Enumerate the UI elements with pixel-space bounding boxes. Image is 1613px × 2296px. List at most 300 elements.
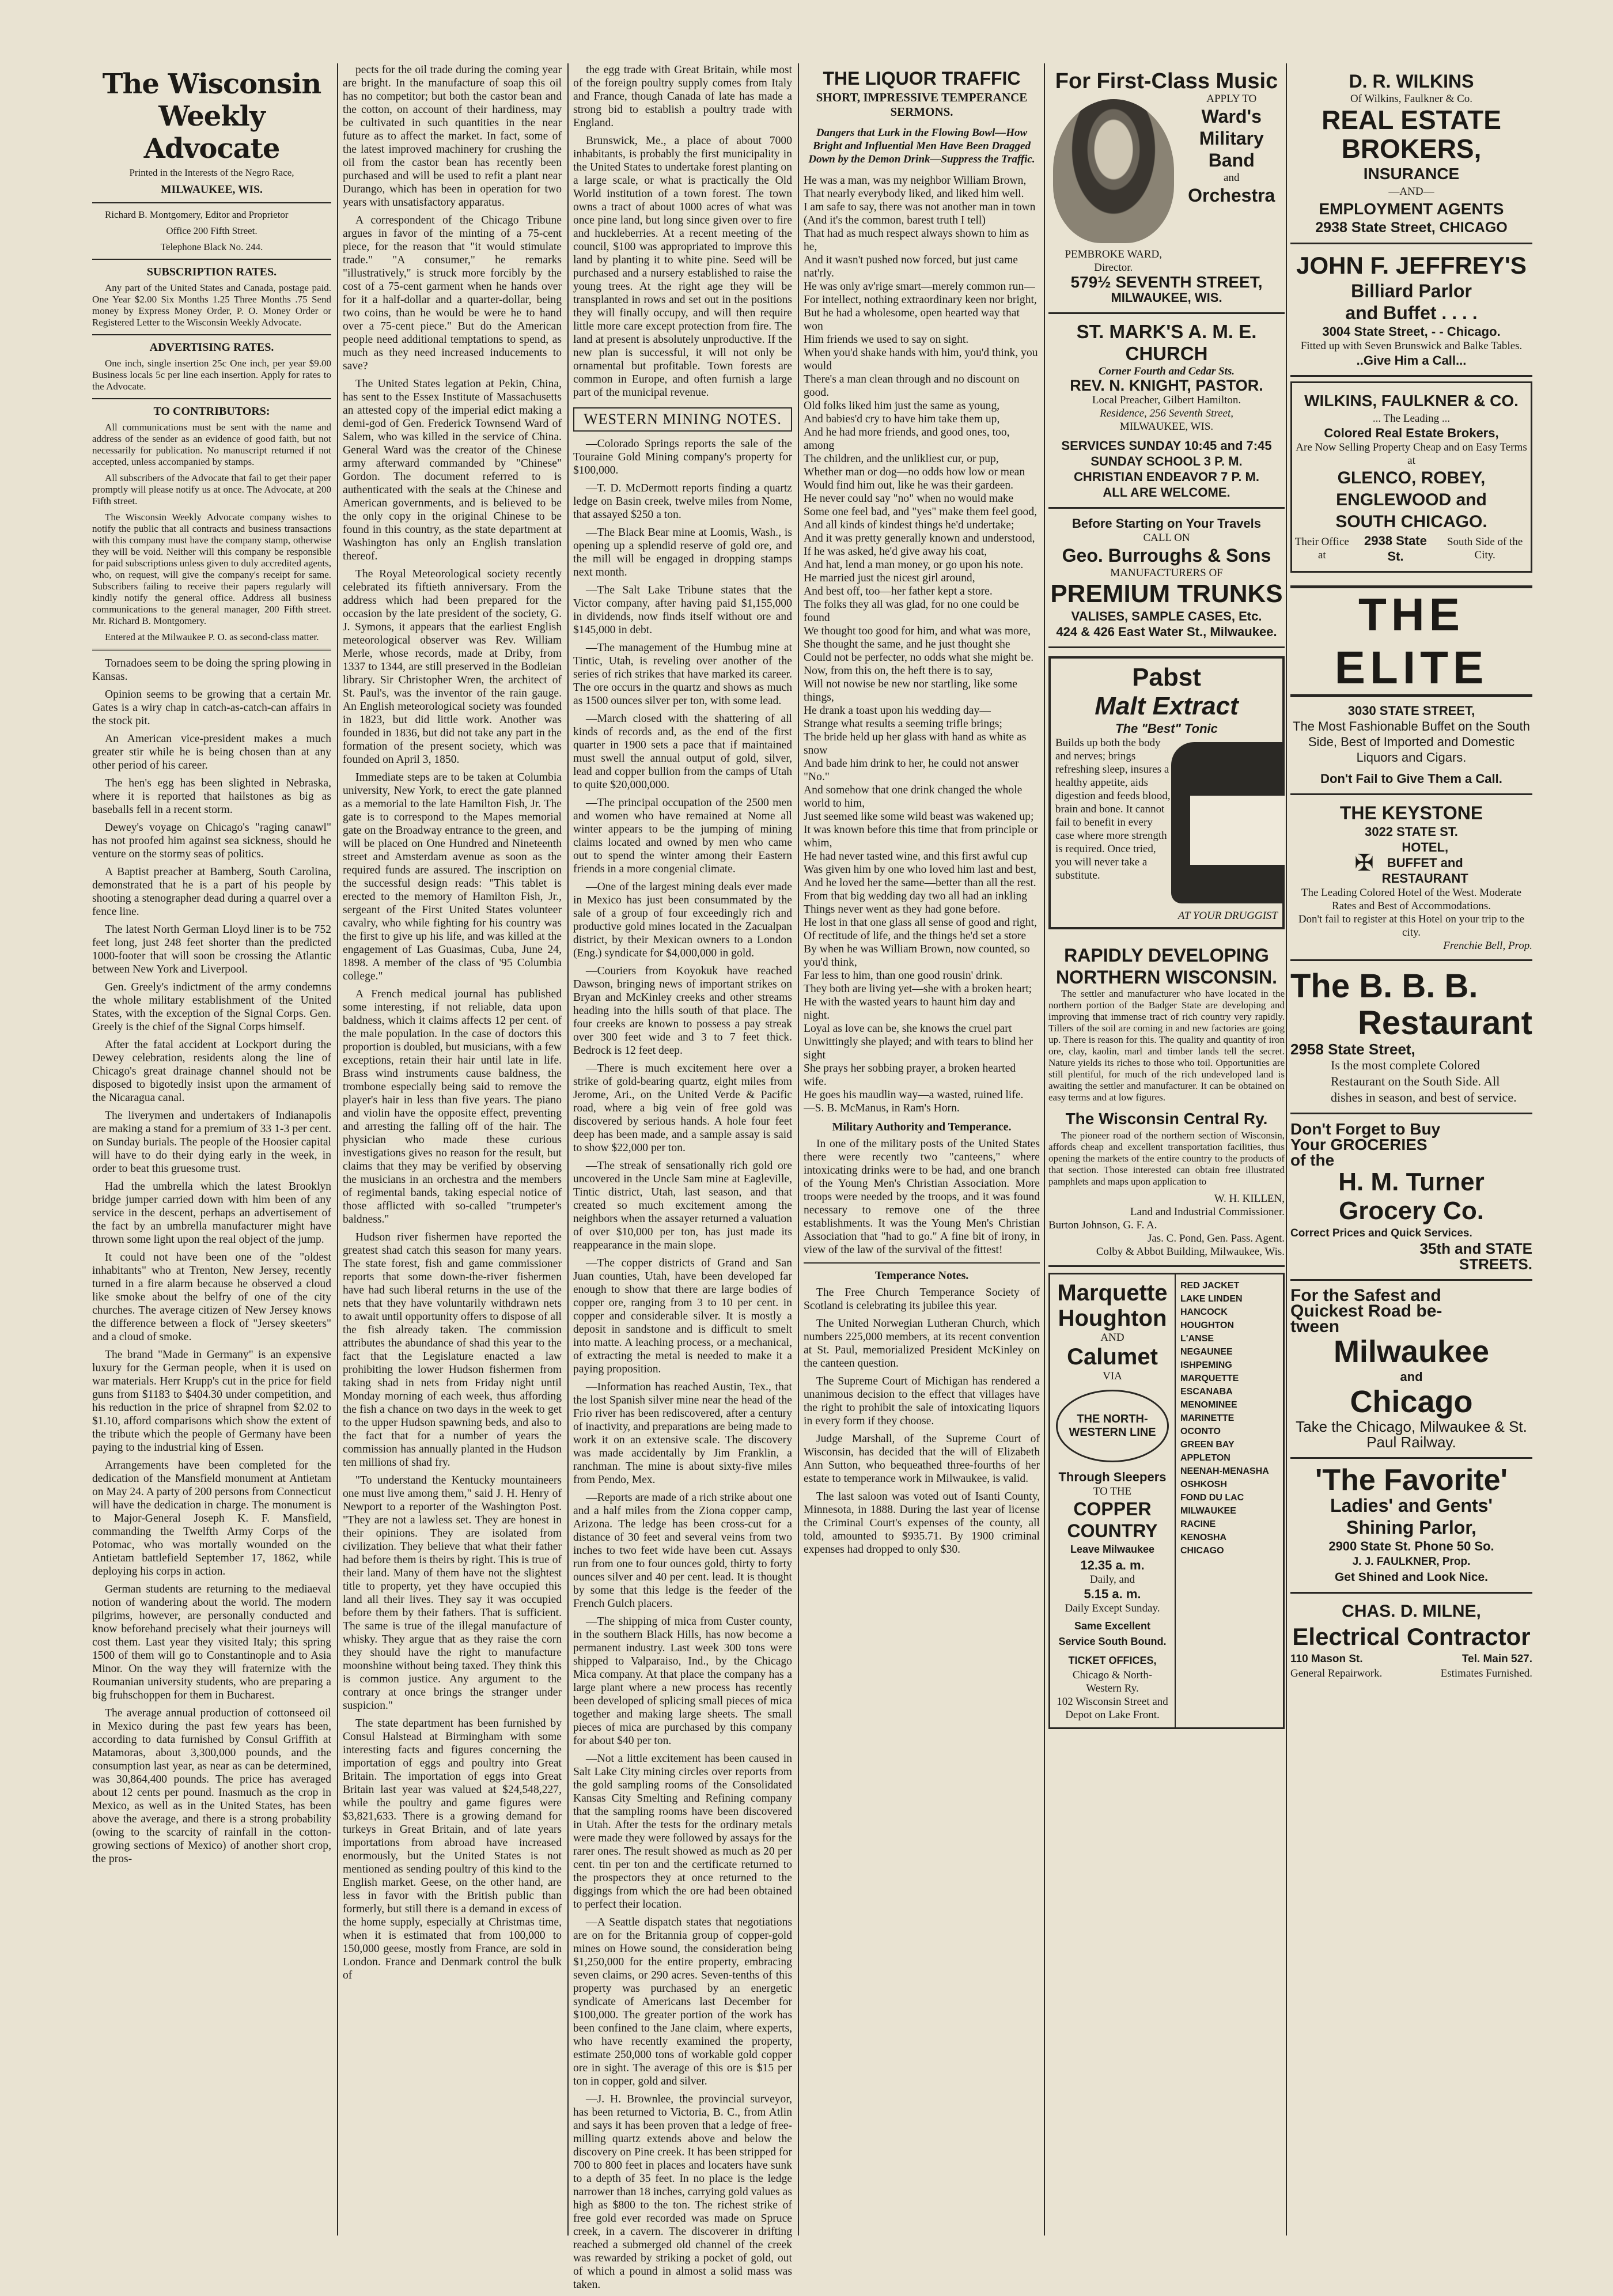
keystone-register: Don't fail to register at this Hotel on your trip to the city. — [1298, 913, 1525, 939]
town-name: FOND DU LAC — [1180, 1493, 1244, 1503]
wilkins-insurance: INSURANCE — [1363, 165, 1460, 183]
milne-estimates: Estimates Furnished. — [1440, 1667, 1532, 1680]
town-name: GREEN BAY — [1180, 1440, 1235, 1450]
mining-note: —The Black Bear mine at Loomis, Wash., is opening up a splendid reserve of gold ore, and the mill will be engaged in dropping stamps next month. — [573, 527, 792, 578]
milne-title: Electrical Contractor — [1292, 1623, 1531, 1650]
ward-name3: Band — [1208, 150, 1255, 171]
favorite-shined: Get Shined and Look Nice. — [1334, 1571, 1489, 1584]
news-item: The Royal Meteorological society recently celebrated its fiftieth anniversary. From the address which had been prepared for the occasion by the late president of the society, G. J. Symons, it appears that the earliest English meteorological observer was Rev. William Merle, whose records, made at Driby, from 1337 to 1344, are still preserved in the Bodleian library. Sir Christopher Wren, the architect of St. Paul's, was the inventor of the rain gauge. An English meteorological society was founded in 1823, but did little work. Another was founded in 1836, but did not take any part in the formation of the present society, which was founded on April 3, 1850. — [343, 568, 562, 766]
bbb-restaurant: Restaurant — [1358, 1004, 1532, 1042]
military-title: Military Authority and Temperance. — [832, 1121, 1012, 1133]
liquor-deck: Dangers that Lurk in the Flowing Bowl—How Bright and Influential Men Have Been Dragged Down by the Demon Drink—Suppress the Traffic. — [808, 127, 1035, 165]
poem-line: He goes his maudlin way—a wasted, ruined life. — [804, 1089, 1024, 1101]
town-name: APPLETON — [1180, 1453, 1230, 1463]
turner-line2: Your GROCERIES — [1290, 1136, 1428, 1153]
keystone-line1: HOTEL, — [1402, 840, 1449, 854]
mining-note: —The management of the Humbug mine at Tintic, Utah, is reveling over another of the series of rich strikes that have marked its career. The ore occurs in the quartz and shows as much as 1500 ounces silver per ton, with some lead. — [573, 642, 792, 707]
wisconsin-contact1: W. H. KILLEN, — [1214, 1193, 1285, 1205]
masthead-place: MILWAUKEE, WIS. — [161, 184, 263, 196]
mining-note: —The copper districts of Grand and San Juan counties, Utah, have been developed far enough to show that there are large bodies of copper ore, ranging from 3 to 10 per cent. in copper and considerable silver. It is mostly a deposit in sandstone and is difficult to smelt into matte. A leaching process, or a mechanical, of extracting the metal is needed to make it a paying proposition. — [573, 1257, 792, 1375]
nw-time1: 12.35 a. m. — [1080, 1558, 1145, 1572]
temperance-notes — [804, 1286, 1040, 1556]
wilkins-employment: EMPLOYMENT AGENTS — [1319, 200, 1504, 218]
wf-leading: ... The Leading ... — [1372, 413, 1451, 425]
wisconsin-contact3: Burton Johnson, G. F. A. — [1048, 1219, 1157, 1231]
trunks-items: VALISES, SAMPLE CASES, Etc. — [1071, 609, 1262, 623]
poem-line: Far less to him, than one good rousin' drink. — [804, 970, 1003, 982]
column-rule — [798, 63, 799, 2236]
temperance-notes-title: Temperance Notes. — [874, 1269, 969, 1282]
nw-same: Same Excellent Service South Bound. — [1058, 1620, 1167, 1647]
temperance-note: The Supreme Court of Michigan has rendered a unanimous decision to the effect that villages have the right to prohibit the sale of intoxicating liquors in every form if they choose. — [804, 1375, 1040, 1427]
elite-ad — [1290, 573, 1532, 795]
ward-city: MILWAUKEE, WIS. — [1111, 290, 1222, 305]
turner-correct: Correct Prices and Quick Services. — [1290, 1227, 1472, 1239]
town-list — [1176, 1274, 1283, 1727]
liquor-subtitle: SHORT, IMPRESSIVE TEMPERANCE SERMONS. — [816, 90, 1028, 119]
column-5 — [1048, 63, 1285, 1735]
poem-line: Would find him out, like he was their gardeen. — [804, 479, 1014, 491]
news-item: Tornadoes seem to be doing the spring plowing in Kansas. — [92, 657, 331, 683]
turner-line1: Don't Forget to Buy — [1290, 1120, 1441, 1138]
jeffrey-ad — [1290, 244, 1532, 377]
masthead-editor: Richard B. Montgomery, Editor and Proprietor — [105, 209, 289, 220]
poem-line: Could not be perfecter, no odds what she might be. — [804, 652, 1034, 664]
mining-notes — [573, 437, 792, 2291]
nw-leave: Leave Milwaukee — [1070, 1544, 1155, 1555]
poem-line: (And it's the common, barest truth I tell) — [804, 214, 986, 226]
news-item: The latest North German Lloyd liner is to be 752 feet long, just 248 feet shorter than the predicted 1000-footer that will soon be crossing the Atlantic between New York and Liverpool. — [92, 924, 331, 975]
st-marks-welcome: ALL ARE WELCOME. — [1103, 485, 1230, 500]
keystone-name: THE KEYSTONE — [1339, 803, 1483, 823]
trunks-mfr: MANUFACTURERS OF — [1110, 567, 1223, 579]
poem — [804, 174, 1040, 1115]
favorite-address: 2900 State St. Phone 50 So. — [1328, 1539, 1494, 1553]
poem-line: Strange what results a seeming trifle brings; — [804, 718, 1002, 730]
mining-note: —A Seattle dispatch states that negotiations are on for the Britannia group of copper-gold mines on Howe sound, the consideration being $1,250,000 for the entire property, embracing seven claims, or 290 acres. Seven-tenths of this property was purchased by an energetic syndicate of Americans last December for $100,000. The greater portion of the work has been confined to the Jane claim, where experts, who have recently examined the property, estimate 250,000 tons of workable gold copper ore in sight. The average of this ore is $15 per ton in copper, gold and silver. — [573, 1916, 792, 2087]
mining-note: —The shipping of mica from Custer county, in the southern Black Hills, has now become a permanent industry. Last week 300 tons were shipped to Valparaiso, Ind., by the Chicago Mica company. At that place the company has a large plant where a new process has recently been developed of splicing small pieces of mica together and making large sheets. The small pieces of mica are purchased by this company for about $40 per ton. — [573, 1616, 792, 1747]
keystone-line3: RESTAURANT — [1381, 871, 1468, 886]
wf-places2: ENGLEWOOD and — [1336, 490, 1487, 509]
news-item: Gen. Greely's indictment of the army condemns the whole military establishment of the United States, with the exception of the Signal Corps. Gen. Greely is the chief of the Signal Corps himself. — [92, 981, 331, 1033]
st-marks-pastor: REV. N. KNIGHT, PASTOR. — [1070, 377, 1263, 394]
advertising-text: One inch, single insertion 25c One inch, per year $9.00 Business locals 5c per line each insertion. Apply for rates to the Advocate. — [92, 358, 331, 392]
temperance-note: The Free Church Temperance Society of Scotland is celebrating its jubilee this year. — [804, 1287, 1040, 1312]
mining-note: —One of the largest mining deals ever made in Mexico has just been consummated by the sale of a group of four exceedingly rich and productive gold mines located in the Zacualpan district, by their Mexican owners to a London (Eng.) syndicate for $4,000,000 in gold. — [573, 881, 792, 959]
news-item: Brunswick, Me., a place of about 7000 inhabitants, is probably the first municipality in the United States to undertake forest planting on a large scale, or what is practically the Old World institution of a town forest. The town owns a tract of about 1000 acres of what was once pine land, but long since given over to fire and huckleberries. At a recent meeting of the council, $100 was appropriated to improve this land by planting it to white pine. Seed will be purchased and a nursery established to raise the young trees. At the right age they will be transplanted in rows and set out in the positions they will finally occupy, and will then require little more care except protection from fire. The land at present is absolutely unproductive. If the new plan is successful, it will not only be ornamental but profitable. Town forests are common in Europe, and often furnish a large part of the municipal revenue. — [573, 135, 792, 399]
ward-title: For First-Class Music — [1055, 69, 1278, 93]
st-marks-local: Local Preacher, Gilbert Hamilton. — [1092, 394, 1241, 406]
poem-line: And he had more friends, and good ones, too, among — [804, 426, 1010, 452]
pabst-body: Builds up both the body and nerves; brings refreshing sleep, insures a healthy appetite, aids digestion and feeds blood, brain and bone. It cannot fail to benefit in every case where more strength is required. Once tried, you will never take a substitute. — [1055, 737, 1171, 882]
column-6 — [1290, 63, 1532, 1687]
pabst-bottle-image — [1171, 742, 1285, 903]
town-name: HANCOCK — [1180, 1307, 1228, 1317]
editorial-items — [92, 657, 331, 1866]
poem-line: Was given him by one who loved him last and best, — [804, 864, 1036, 876]
mining-note: —Colorado Springs reports the sale of the Touraine Gold Mining company's property for $100,000. — [573, 438, 792, 476]
ward-caption: PEMBROKE WARD, Director. — [1065, 248, 1163, 274]
poem-line: And bade him drink to her, he could not answer "No." — [804, 758, 1019, 783]
pabst-product: Malt Extract — [1095, 692, 1239, 720]
turner-address2: STREETS. — [1459, 1255, 1532, 1273]
town-name: MARQUETTE — [1180, 1374, 1239, 1383]
poem-line: And somehow that one drink changed the whole world to him, — [804, 784, 1023, 810]
ward-band-ad — [1048, 63, 1285, 314]
poem-line: I am safe to say, there was not another man in town — [804, 201, 1036, 213]
nw-line3: AND — [1100, 1332, 1124, 1344]
poem-line: It was known before this time that from principle or whim, — [804, 824, 1038, 849]
news-item: "To understand the Kentucky mountaineers one must live among them," said J. H. Henry of Newport to a reporter of the Washington Post. "They are not a lawless set. They are honest in their opinions. They are isolated from civilization. They believe that what their father had before them is theirs by right. This is true of their land. Many of them have not the slightest title to property, yet they have occupied this land all their lives. They say it was occupied before them by their fathers. That is sufficient. The same is true of the illegal manufacture of whisky. They argue that as they raise the corn they should have the right to manufacture moonshine without being taxed. They think this is common justice. Any argument to the contrary at once brings the stranger under suspicion." — [343, 1474, 562, 1712]
trunks-line2: CALL ON — [1143, 532, 1190, 544]
town-name: NEGAUNEE — [1180, 1347, 1233, 1357]
keystone-icon: ✠ — [1354, 850, 1374, 876]
poem-line: She thought the same, and he just thought she — [804, 638, 1010, 650]
st-marks-residence: Residence, 256 Seventh Street, — [1100, 407, 1233, 419]
column-3 — [573, 63, 792, 2296]
st-marks-title: ST. MARK'S A. M. E. CHURCH — [1076, 321, 1257, 364]
milne-name: CHAS. D. MILNE, — [1342, 1602, 1481, 1621]
temperance-note: The last saloon was voted out of Isanti County, Minnesota, in 1888. During the last year of license the Criminal Court's expenses of the county, all told, amounted to $935.71. By 1900 criminal expenses had dropped to only $30. — [804, 1491, 1040, 1556]
poem-line: And all kinds of kindest things he'd undertake; — [804, 519, 1014, 531]
portrait-image — [1053, 99, 1174, 243]
jeffrey-call: ..Give Him a Call... — [1356, 353, 1467, 368]
ward-name4: Orchestra — [1188, 185, 1275, 206]
bbb-body: Is the most complete Colored Restaurant on the South Side. All dishes in season, and best of service. — [1331, 1058, 1517, 1104]
town-name: KENOSHA — [1180, 1533, 1227, 1542]
jeffrey-fitted: Fitted up with Seven Brunswick and Balke Tables. — [1300, 340, 1523, 352]
news-item: The average annual production of cottonseed oil in Mexico during the past few years has been, according to data furnished by Consul Griffith at Matamoras, about 3,300,000 pounds, and the consumption last year, as near as can be determined, was 30,864,400 pounds. The price has averaged about 12 cents per pound. Inasmuch as the crop in Mexico, as well as in the United States, has been above the average, and there is a strong probability (owing to the scarcity of rainfall in the cotton-growing sections of Mexico) of another short crop, the pros- — [92, 1707, 331, 1865]
town-name: ESCANABA — [1180, 1387, 1233, 1397]
milne-repair: General Repairwork. — [1290, 1667, 1383, 1680]
railway-city1: Milwaukee — [1333, 1334, 1490, 1369]
temperance-note: Judge Marshall, of the Supreme Court of Wisconsin, has decided that the will of Elizabeth Ann Sutton, who bequeathed three-fourths of her estate to temperance work in Milwaukee, is valid. — [804, 1433, 1040, 1485]
news-item: Opinion seems to be growing that a certain Mr. Gates is a wiry chap in catch-as-catch-can affairs in the stock pit. — [92, 689, 331, 727]
mining-note: —Information has reached Austin, Tex., that the lost Spanish silver mine near the head of the Frio river has been rediscovered, after a century of inactivity, and preparations are being made to work it on an extensive scale. The discovery was made accidentally by Jim Franklin, a ranchman. The mine is about sixty-five miles from Pendo, Mex. — [573, 1381, 792, 1486]
railway-take: Take the Chicago, Milwaukee & St. Paul Railway. — [1296, 1418, 1527, 1451]
column-1 — [92, 63, 331, 1870]
poem-line: —S. B. McManus, in Ram's Horn. — [804, 1102, 960, 1114]
st-marks-corner: Corner Fourth and Cedar Sts. — [1099, 365, 1235, 377]
mining-notes-title: WESTERN MINING NOTES. — [573, 407, 792, 432]
milne-ad — [1290, 1594, 1532, 1687]
keystone-prop: Frenchie Bell, Prop. — [1443, 940, 1532, 952]
turner-ad — [1290, 1114, 1532, 1281]
ward-name2: Military — [1199, 128, 1264, 149]
subscription-text: Any part of the United States and Canada, postage paid. One Year $2.00 Six Months 1.25 Three Months .75 Send money by Express Money Order, P. O. Money Order or Registered Letter to the Wisconsin Weekly Advocate. — [92, 282, 331, 328]
ward-and: and — [1224, 172, 1240, 184]
poem-line: He never could say "no" when no would make — [804, 493, 1014, 505]
poem-line: Some one feel bad, and "yes" make them feel good, — [804, 506, 1038, 518]
contributors-text: All communications must be sent with the name and address of the sender as an evidence of good faith, but not necessarily for publication. No manuscript returned if not accepted, unless accompanied by stamps. — [92, 422, 331, 467]
turner-address1: 35th and STATE — [1419, 1240, 1532, 1257]
news-item: After the fatal accident at Lockport during the Dewey celebration, residents along the line of Chicago's great drainage channel should not be disposed to bigotedly insist upon the armament of the Nicaragua canal. — [92, 1039, 331, 1104]
elite-fail: Don't Fail to Give Them a Call. — [1320, 771, 1502, 786]
news-item: A French medical journal has published some interesting, if not reliable, data upon baldness, which it claims affects 12 per cent. of the male population. In the case of doctors this proportion is doubled, but musicians, with a few exceptions, retain their hair until late in life. Brass wind instruments cause baldness, the trombone especially being said to remove the player's hair in less than five years. The piano and violin have the opposite effect, preventing and arresting the falling off of the hair. The physician who made these curious investigations gives no reason for the result, but claims that they may be verified by observing the musicians in an orchestra and the members of regimental bands, taking especial notice of those afflicted with so-called "trumpeter's baldness." — [343, 988, 562, 1225]
editorial-items — [573, 63, 792, 399]
poem-line: They both are living yet—she with a broken heart; — [804, 983, 1032, 995]
town-name: RED JACKET — [1180, 1281, 1240, 1291]
wisconsin-rail-title: The Wisconsin Central Ry. — [1065, 1110, 1268, 1128]
ward-apply: APPLY TO — [1206, 93, 1257, 105]
elite-address: 3030 STATE STREET, — [1347, 703, 1475, 718]
elite-body: The Most Fashionable Buffet on the South Side, Best of Imported and Domestic Liquors and Cigars. — [1293, 719, 1530, 765]
poem-line: If he was asked, he'd give away his coat, — [804, 546, 987, 558]
poem-line: And he loved her the same—better than all the rest. — [804, 877, 1036, 889]
wisconsin-contact5: Colby & Abbot Building, Milwaukee, Wis. — [1096, 1246, 1285, 1258]
masthead-phone: Telephone Black No. 244. — [160, 241, 263, 252]
wisconsin-contact2: Land and Industrial Commissioner. — [1130, 1206, 1285, 1218]
poem-line: Things never went as they had gone before. — [804, 903, 1001, 916]
poem-line: Now, from this on, the heft there is to say, — [804, 665, 993, 677]
bbb-ad — [1290, 961, 1532, 1114]
st-marks-services: SERVICES SUNDAY 10:45 and 7:45 — [1061, 438, 1272, 453]
poem-line: He with the wasted years to haunt him day and night. — [804, 996, 1016, 1022]
nw-via: VIA — [1103, 1370, 1122, 1382]
poem-line: When you'd shake hands with him, you'd think, you would — [804, 347, 1038, 372]
wilkins-name: D. R. WILKINS — [1349, 71, 1474, 92]
news-item: the egg trade with Great Britain, while most of the foreign poultry supply comes from Italy and France, though Canada of late has made a strong bid to establish a poultry trade with England. — [573, 64, 792, 129]
poem-line: For intellect, nothing extraordinary keen nor bright, — [804, 294, 1037, 306]
mining-note: —Couriers from Koyokuk have reached Dawson, bringing news of important strikes on Bryan and McKinley creeks and other streams heading into the hills south of that place. The four creeks are known to possess a pay streak over 300 feet wide and 3 to 7 feet thick. Bedrock is 12 feet deep. — [573, 965, 792, 1057]
wf-office-address: 2938 State St. — [1364, 534, 1427, 563]
wilkins-title: REAL ESTATE BROKERS, — [1322, 105, 1501, 164]
news-item: Had the umbrella which the latest Brooklyn bridge jumper carried down with him been of any service in the descent, perhaps an advertisement of the fact by an umbrella manufacturer might have thrown some light upon the real object of the jump. — [92, 1181, 331, 1246]
wf-south: South Side of the City. — [1447, 536, 1523, 561]
poem-line: Whether man or dog—no odds how low or mean — [804, 466, 1025, 478]
railway-line1: For the Safest and — [1290, 1286, 1441, 1305]
wf-office: Their Office at — [1294, 536, 1349, 561]
news-item: The United States legation at Pekin, China, has sent to the Essex Institute of Massachusetts an attested copy of the imperial edict making a demi-god of Gen. Frederick Townsend Ward of Salem, who was killed in the service of China. General Ward was the creator of the Chinese army afterward commanded by "Chinese" Gordon. The document referred to is authenticated with the seals at the Chinese and American governments, and is believed to be the only copy in the original Chinese to be found in this country, as the state department at Washington has only an English translation thereof. — [343, 378, 562, 562]
mining-note: —The principal occupation of the 2500 men and women who have remained at Nome all winter appears to be the jumping of mining claims located and owned by men who came out to spend the winter among their Eastern friends in a more congenial climate. — [573, 797, 792, 875]
wisconsin-contact4: Jas. C. Pond, Gen. Pass. Agent. — [1147, 1232, 1285, 1245]
wilkins-of: Of Wilkins, Faulkner & Co. — [1350, 93, 1473, 105]
town-name: OCONTO — [1180, 1427, 1221, 1436]
entered-notice: Entered at the Milwaukee P. O. as second-class matter. — [105, 631, 319, 642]
poem-line: That had as much respect always shown to him as he, — [804, 228, 1029, 253]
poem-line: Him friends we used to say on sight. — [804, 334, 969, 346]
town-name: L'ANSE — [1180, 1334, 1214, 1344]
town-name: LAKE LINDEN — [1180, 1294, 1243, 1304]
wilkins-address: 2938 State Street, CHICAGO — [1315, 220, 1508, 236]
news-item: Hudson river fishermen have reported the greatest shad catch this season for many years. The state forest, fish and game commissioner reports that some down-the-river fishermen have had such liberal returns in the use of the nets that they have voluntarily withdrawn nets to await until opportunity offers to dispose of all the fish already taken. The commission attributes the abundance of shad this year to the fact that the Legislature enacted a law prohibiting the lower Hudson fishermen from taking shad in nets from Friday night until Monday morning of each week, thus affording the fish a chance on two days in the week to get to the upper Hudson spawning beds, and also to the fact that for a number of years the commission has annually planted in the Hudson ten millions of shad fry. — [343, 1231, 562, 1469]
favorite-ad — [1290, 1459, 1532, 1594]
poem-line: And hat, lend a man money, or go upon his note. — [804, 559, 1024, 571]
nw-copper: COPPER COUNTRY — [1067, 1499, 1158, 1541]
turner-name2: Grocery Co. — [1339, 1197, 1484, 1225]
subscription-title: SUBSCRIPTION RATES. — [146, 266, 277, 278]
poem-line: He was a man, was my neighbor William Brown, — [804, 175, 1027, 187]
wf-name: WILKINS, FAULKNER & CO. — [1304, 392, 1519, 410]
news-item: The state department has been furnished by Consul Halstead at Birmingham with some interesting facts and figures concerning the importation of eggs and poultry into Great Britain. The importation of eggs into Great Britain last year was valued at $24,548,227, while the poultry and game figures were $3,821,633. There is a growing demand for turkeys in Great Britain, and of late years importations from abroad have increased enormously, but the United States is not mentioned as sending poultry of this kind to the English market. Geese, on the other hand, are less in favor with the British public than formerly, but still there is a demand in excess of the home supply, especially at Christmas time, when it is estimated that from 100,000 to 150,000 geese, mostly from France, are sold in London. France and Denmark control the bulk of — [343, 1718, 562, 1981]
keystone-body: The Leading Colored Hotel of the West. Moderate Rates and Best of Accommodations. — [1301, 887, 1522, 912]
st-marks-ad — [1048, 314, 1285, 509]
pabst-tagline: The "Best" Tonic — [1115, 721, 1218, 736]
town-name: MILWAUKEE — [1180, 1506, 1236, 1516]
poem-line: Of rectitude of life, and the things he'd set a store — [804, 930, 1027, 942]
railway-line2: Quickest Road be- — [1290, 1302, 1442, 1321]
nw-to: TO THE — [1093, 1485, 1132, 1497]
news-item: A Baptist preacher at Bamberg, South Carolina, demonstrated that he is a part of his people by shooting a stenographer dead during a quarrel over a fence line. — [92, 866, 331, 918]
nw-line4: Calumet — [1067, 1344, 1158, 1370]
milne-address: 110 Mason St. — [1290, 1653, 1363, 1665]
wilkins-faulkner-ad — [1290, 381, 1532, 573]
advertising-title: ADVERTISING RATES. — [149, 341, 274, 354]
town-name: OSHKOSH — [1180, 1480, 1227, 1489]
wilkins-and: —AND— — [1388, 186, 1434, 198]
bbb-address: 2958 State Street, — [1290, 1041, 1415, 1058]
turner-line3: of the — [1290, 1151, 1335, 1169]
poem-line: And it was pretty generally known and understood, — [804, 532, 1035, 544]
wisconsin-title: RAPIDLY DEVELOPING NORTHERN WISCONSIN. — [1056, 945, 1277, 988]
poem-line: And best off, too—her father kept a store. — [804, 585, 993, 597]
poem-line: The children, and the unlikliest cur, or pup, — [804, 453, 999, 465]
town-name: MENOMINEE — [1180, 1400, 1237, 1410]
favorite-line1: Ladies' and Gents' — [1330, 1495, 1493, 1516]
temperance-note: The United Norwegian Lutheran Church, which numbers 225,000 members, at its recent convention at St. Paul, memorialized President McKinley on the canteen question. — [804, 1318, 1040, 1370]
wf-places3: SOUTH CHICAGO. — [1335, 512, 1487, 531]
keystone-ad — [1290, 795, 1532, 961]
pabst-brand: Pabst — [1132, 663, 1201, 691]
poem-line: Unwittingly she played; and with tears to blind her sight — [804, 1036, 1033, 1061]
jeffrey-line2: and Buffet . . . . — [1345, 302, 1478, 323]
wisconsin-rail-body: The pioneer road of the northern section of Wisconsin, affords cheap and excellent transportation facilities, thus opening the markets of the entire country to the products of that section. Those interested can obtain free illustrated pamphlets and maps upon application to — [1048, 1130, 1285, 1187]
st-marks-school: SUNDAY SCHOOL 3 P. M. — [1091, 454, 1243, 468]
railway-ad — [1290, 1281, 1532, 1459]
news-item: The liverymen and undertakers of Indianapolis are making a stand for a premium of 33 1-3 per cent. on Sunday burials. The people of the Hoosier capital will have to do their dying early in the week, in order to beat this gruesome trust. — [92, 1110, 331, 1175]
wf-colored: Colored Real Estate Brokers, — [1324, 426, 1499, 440]
wf-places1: GLENCO, ROBEY, — [1337, 468, 1486, 487]
northwestern-logo: THE NORTH-WESTERN LINE — [1056, 1390, 1169, 1462]
trunks-product: PREMIUM TRUNKS — [1050, 580, 1283, 608]
railway-line3: tween — [1290, 1317, 1340, 1336]
poem-line: And babies'd cry to have him take them up, — [804, 413, 1000, 425]
keystone-address: 3022 STATE ST. — [1365, 824, 1458, 839]
news-item: Dewey's voyage on Chicago's "raging canawl" has not proofed him against sea sickness, should he venture on the stormy seas of politics. — [92, 822, 331, 860]
wf-selling: Are Now Selling Property Cheap and on Easy Terms at — [1296, 441, 1527, 467]
mining-note: —J. H. Brownlee, the provincial surveyor, has been returned to Victoria, B. C., from Atlin and says it has been proven that a ledge of free-milling quartz extends above and below the discovery on Pine creek. It has been stripped for 700 to 800 feet in places and locaters have sunk to a depth of 35 feet. In no place is the ledge narrower than 18 inches, carrying gold values as high as $800 to the ton. The richest strike of free gold ever recorded was made on Spruce creek, in a cavern. The discoverer in drifting reached a submerged old channel of the creek was rewarded by striking a pocket of gold, out of which a pound in almost a solid mass was taken. — [573, 2093, 792, 2291]
poem-line: He lost in that one glass all sense of good and right, — [804, 917, 1037, 929]
news-item: A correspondent of the Chicago Tribune argues in favor of the minting of a 75-cent piece, for the reason that "it would stimulate trade." "A consumer," he remarks "illustratively," is struck more forcibly by the cost of a 75-cent garment when he hands over for it a half-dollar and a quarter-dollar, being two coins, than he would be were he to hand over a 75-cent piece." But do the American people need additional temptations to spend, as much as they need increased inducements to save? — [343, 214, 562, 372]
town-name: RACINE — [1180, 1519, 1216, 1529]
st-marks-city: MILWAUKEE, WIS. — [1119, 421, 1214, 433]
mining-note: —There is much excitement here over a strike of gold-bearing quartz, eight miles from Jerome, Ari., on the United Verde & Pacific road, where a big vein of free gold was discovered by serious hands. A hole four feet deep has been made, and a sample assay is said to show $22,000 per ton. — [573, 1062, 792, 1154]
news-item: The hen's egg has been slighted in Nebraska, where it is reported that hailstones as big as baseballs fell in a recent storm. — [92, 777, 331, 816]
jeffrey-address: 3004 State Street, - - Chicago. — [1322, 324, 1501, 339]
poem-line: The folks they all was glad, for no one could be found — [804, 599, 1019, 624]
column-rule — [1286, 63, 1287, 2236]
poem-line: He was only av'rige smart—merely common run— — [804, 281, 1035, 293]
poem-line: He had never tasted wine, and this first awful cup — [804, 850, 1028, 863]
poem-line: And it wasn't pushed now forced, but just came nat'rly. — [804, 254, 1018, 279]
news-item: pects for the oil trade during the coming year are bright. In the manufacture of soap this oil has no competitor; but both the castor bean and the cotton, on account of their hardiness, may be cultivated in such quantities in the near future as to affect the market. In fact, some of the latest improved machinery for crushing the oil from the castor bean has recently been purchased and will be used to refit a plant near Durango, which has been in operation for two years with unsatisfactory apparatus. — [343, 64, 562, 209]
favorite-name: 'The Favorite' — [1315, 1463, 1508, 1497]
mining-note: —T. D. McDermott reports finding a quartz ledge on Basin creek, twelve miles from Nome, that assayed $250 a ton. — [573, 482, 792, 521]
town-name: MARINETTE — [1180, 1413, 1235, 1423]
elite-name: THE ELITE — [1290, 585, 1532, 697]
ward-name1: Ward's — [1201, 106, 1262, 127]
column-rule — [1044, 63, 1045, 2236]
nw-daily: Daily, and — [1090, 1573, 1135, 1586]
liquor-title: THE LIQUOR TRAFFIC — [823, 68, 1021, 89]
town-name: CHICAGO — [1180, 1546, 1224, 1556]
masthead-office: Office 200 Fifth Street. — [166, 225, 258, 236]
milne-tel: Tel. Main 527. — [1461, 1653, 1532, 1665]
news-item: It could not have been one of the "oldest inhabitants" who at Trenton, New Jersey, recently turned in a fire alarm because he observed a cloud like smoke about the belfry of one of the city churches. The average citizen of New Jersey knows the difference between a flock of "Jersey skeeters" and a cloud of smoke. — [92, 1251, 331, 1343]
news-item: An American vice-president makes a much greater stir while he is being chosen than at any other period of his career. — [92, 733, 331, 771]
town-name: ISHPEMING — [1180, 1360, 1232, 1370]
nw-line1: Marquette — [1057, 1280, 1168, 1306]
town-name: NEENAH-MENASHA — [1180, 1466, 1269, 1476]
northwestern-ad — [1048, 1273, 1285, 1729]
st-marks-endeavor: CHRISTIAN ENDEAVOR 7 P. M. — [1074, 470, 1259, 484]
poem-line: That nearly everybody liked, and liked him well. — [804, 188, 1024, 200]
news-item: Arrangements have been completed for the dedication of the Mansfield monument at Antietam on May 24. A party of 200 persons from Connecticut will have the dedication in charge. The monument is to Major-General Joseph K. F. Mansfield, commanding the Twelfth Army Corps of the Potomac, who was mortally wounded on the Antietam battlefield September 17, 1862, while deploying his corps in action. — [92, 1459, 331, 1578]
nw-time2: 5.15 a. m. — [1084, 1587, 1141, 1601]
favorite-prop: J. J. FAULKNER, Prop. — [1352, 1556, 1471, 1568]
news-item: Immediate steps are to be taken at Columbia university, New York, to erect the gate planned as a memorial to the late Hamilton Fish, Jr. The gate is to correspond to the Mapes memorial gate on the Broadway entrance to the green, and will be placed on One Hundred and Nineteenth street and Amsterdam avenue as soon as the required funds are assured. The inscription on the successful design reads: "This tablet is erected to the memory of Hamilton Fish, Jr., sergeant of the First United States volunteer cavalry, who while fighting for his country was the first to give up his life, and was killed at the engagement of Las Guasimas, Cuba, June 24, 1898. A member of the class of '95 Columbia college." — [343, 771, 562, 982]
nw-offices3: 102 Wisconsin Street and Depot on Lake Front. — [1057, 1696, 1168, 1721]
town-name: HOUGHTON — [1180, 1321, 1235, 1330]
wilkins-ad — [1290, 63, 1532, 244]
nw-except: Daily Except Sunday. — [1065, 1602, 1160, 1614]
subscriber-notice: All subscribers of the Advocate that fail to get their paper promptly will please notify us at once. The Advocate, at 200 Fifth street. — [92, 472, 331, 506]
company-notice: The Wisconsin Weekly Advocate company wishes to notify the public that all contracts and business transactions with this company must have the company stamp, otherwise they will be void. Neither will this company be responsible for paid subscriptions unless given to duly accredited agents, who, on request, will give the company's receipt for same. Subscribers failing to receive their papers regularly will kindly notify the general office. Address all business communications to the general manager, 200 Fifth street. Mr. Richard B. Montgomery. — [92, 512, 331, 626]
keystone-line2: BUFFET and — [1387, 856, 1463, 870]
column-rule — [567, 63, 569, 2236]
poem-line: The bride held up her glass with hand as white as snow — [804, 731, 1027, 756]
trunks-address: 424 & 426 East Water St., Milwaukee. — [1056, 625, 1277, 639]
pabst-ad — [1048, 656, 1285, 929]
mining-note: —Reports are made of a rich strike about one and a half miles from the Ziona copper camp, Arizona. The ledge has been cross-cut for a distance of 30 feet and several veins from two inches to two feet wide have been cut. Assays run from one to four ounces gold, thirty to forty ounces silver and 40 per cent. lead. It is thought by some that this ledge is the feeder of the French Gulch placers. — [573, 1492, 792, 1610]
masthead-tagline: Printed in the Interests of the Negro Race, — [129, 167, 294, 178]
poem-line: There's a man clean through and no discount on good. — [804, 373, 1020, 399]
military-text: In one of the military posts of the United States there were recently two "canteens," where intoxicating drinks were to be had, and one branch of the Young Men's Christian Association. More troops were needed by the troops, and it was found necessary to remove one of the three establishments. It was the Young Men's Christian Association that "had to go." A fine bit of irony, in view of the law of the survival of the fittest! — [804, 1138, 1040, 1256]
nw-offices2: Chicago & North-Western Ry. — [1072, 1669, 1153, 1694]
ward-address: 579½ SEVENTH STREET, — [1070, 273, 1263, 291]
column-2 — [343, 63, 562, 1987]
mining-note: —March closed with the shattering of all kinds of records and, as the end of the first quarter in 1900 sets a pace that if maintained must swell the annual output of gold, silver, lead and copper bullion from the camps of Utah to quite $20,000,000. — [573, 713, 792, 791]
poem-line: Will not nowise be new nor startling, like some things, — [804, 678, 1017, 703]
poem-line: Loyal as love can be, she knows the cruel part — [804, 1023, 1012, 1035]
bbb-name: The B. B. B. — [1290, 967, 1478, 1005]
nw-line2: Houghton — [1058, 1306, 1167, 1331]
trunks-line1: Before Starting on Your Travels — [1071, 516, 1262, 531]
trunks-ad — [1048, 509, 1285, 648]
railway-and: and — [1400, 1370, 1423, 1384]
news-item: German students are returning to the mediaeval notion of wandering about the world. The modern pilgrims, however, are personally conducted and know beforehand precisely what their journeys will cost them. Last year they visited Italy; this spring 1500 of them will go to Constantinople and to Asia Minor. On the way they will fraternize with the Roumanian university students, who are preparing a big fruhschoppen for them in Bucharest. — [92, 1583, 331, 1701]
nw-offices: TICKET OFFICES, — [1068, 1655, 1157, 1666]
favorite-line2: Shining Parlor, — [1346, 1517, 1476, 1538]
railway-city2: Chicago — [1350, 1385, 1473, 1419]
mining-note: —The streak of sensationally rich gold ore uncovered in the Uncle Sam mine at Eagleville, Tintic district, Utah, last season, and that created so much excitement among the neighbors when the assayer returned a valuation of over $10,000 per ton, has just made its reappearance in the main slope. — [573, 1160, 792, 1251]
editorial-items — [343, 63, 562, 1982]
poem-line: She prays her sobbing prayer, a broken hearted wife. — [804, 1062, 1016, 1088]
poem-line: By when he was William Brown, now counted, so you'd think, — [804, 943, 1030, 969]
nw-sleepers: Through Sleepers — [1058, 1470, 1167, 1484]
mining-note: —The Salt Lake Tribune states that the Victor company, after having paid $1,155,000 in dividends, now finds itself without ore and $145,000 in debt. — [573, 584, 792, 636]
poem-line: From that big wedding day two all had an inkling — [804, 890, 1028, 902]
pabst-footer: AT YOUR DRUGGIST — [1177, 910, 1278, 922]
poem-line: But he had a wholesome, open hearted way that won — [804, 307, 1020, 332]
turner-name1: H. M. Turner — [1338, 1168, 1485, 1196]
contributors-title: TO CONTRIBUTORS: — [153, 405, 270, 418]
trunks-name: Geo. Burroughs & Sons — [1062, 545, 1271, 566]
poem-line: He drank a toast upon his wedding day— — [804, 705, 991, 717]
poem-line: We thought too good for him, and what was more, — [804, 625, 1031, 637]
jeffrey-line1: Billiard Parlor — [1351, 281, 1472, 301]
poem-line: He married just the nicest girl around, — [804, 572, 975, 584]
